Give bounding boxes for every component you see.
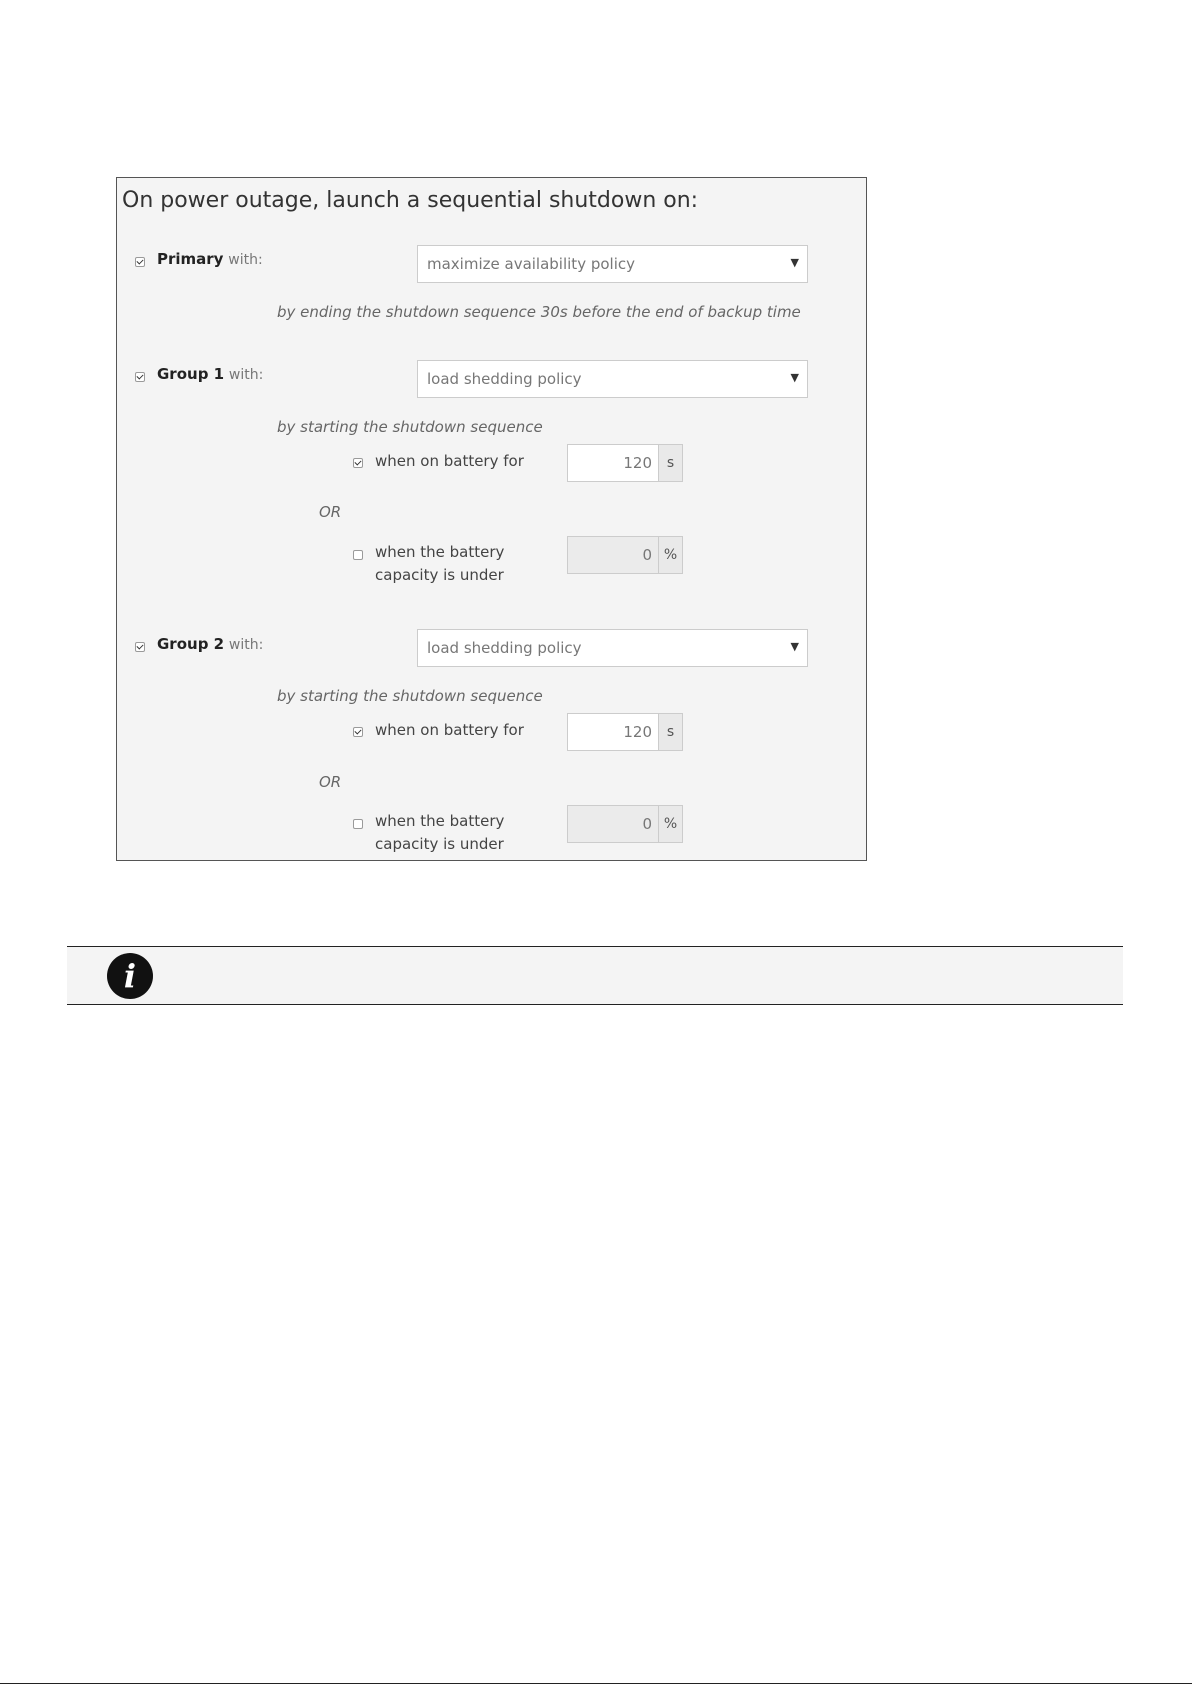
group1-battery-capacity-label bbox=[375, 541, 504, 587]
chevron-down-icon: ▼ bbox=[790, 371, 799, 384]
group1-battery-capacity-input[interactable] bbox=[567, 536, 659, 574]
group2-battery-capacity-value: 0 bbox=[642, 815, 652, 833]
group2-battery-capacity-label-line1: when the battery bbox=[375, 812, 505, 830]
group2-policy-select[interactable] bbox=[417, 629, 808, 667]
shutdown-settings-panel bbox=[116, 177, 867, 861]
group1-with: with: bbox=[228, 367, 264, 383]
group1-name: Group 1 bbox=[157, 365, 225, 383]
group1-battery-time-checkbox[interactable] bbox=[353, 458, 363, 468]
group2-battery-time-label: when on battery for bbox=[375, 721, 524, 739]
group1-battery-time-input[interactable] bbox=[567, 444, 659, 482]
group1-label bbox=[157, 365, 263, 383]
info-note-bar bbox=[67, 946, 1123, 1005]
group1-battery-capacity-unit: % bbox=[659, 536, 683, 574]
primary-policy-select[interactable] bbox=[417, 245, 808, 283]
group2-battery-capacity-label-line2: capacity is under bbox=[375, 835, 504, 853]
group2-label bbox=[157, 635, 263, 653]
chevron-down-icon: ▼ bbox=[790, 640, 799, 653]
group2-battery-time-value: 120 bbox=[623, 723, 652, 741]
group1-battery-time-value: 120 bbox=[623, 454, 652, 472]
group1-or-label: OR bbox=[319, 503, 342, 521]
group1-note: by starting the shutdown sequence bbox=[277, 418, 543, 436]
group2-battery-capacity-input[interactable] bbox=[567, 805, 659, 843]
group1-battery-capacity-label-line2: capacity is under bbox=[375, 566, 504, 584]
page-footer-rule bbox=[0, 1683, 1192, 1684]
group1-battery-time-unit: s bbox=[659, 444, 683, 482]
group2-battery-time-checkbox[interactable] bbox=[353, 727, 363, 737]
group2-with: with: bbox=[228, 637, 264, 653]
group1-checkbox[interactable] bbox=[135, 372, 145, 382]
group2-checkbox[interactable] bbox=[135, 642, 145, 652]
group2-policy-value: load shedding policy bbox=[427, 639, 582, 657]
group2-battery-capacity-checkbox[interactable] bbox=[353, 819, 363, 829]
panel-title: On power outage, launch a sequential shutdown on: bbox=[122, 188, 699, 213]
group2-battery-time-input[interactable] bbox=[567, 713, 659, 751]
primary-checkbox[interactable] bbox=[135, 257, 145, 267]
primary-note: by ending the shutdown sequence 30s before the end of backup time bbox=[277, 303, 801, 321]
primary-with: with: bbox=[228, 252, 263, 268]
group1-policy-select[interactable] bbox=[417, 360, 808, 398]
group1-battery-time-label: when on battery for bbox=[375, 452, 524, 470]
info-icon: i bbox=[107, 953, 153, 999]
group1-battery-capacity-label-line1: when the battery bbox=[375, 543, 505, 561]
group2-battery-time-unit: s bbox=[659, 713, 683, 751]
primary-label bbox=[157, 250, 263, 268]
chevron-down-icon: ▼ bbox=[790, 256, 799, 269]
group2-or-label: OR bbox=[319, 773, 342, 791]
group1-battery-capacity-checkbox[interactable] bbox=[353, 550, 363, 560]
group2-note: by starting the shutdown sequence bbox=[277, 687, 543, 705]
primary-policy-value: maximize availability policy bbox=[427, 255, 635, 273]
group2-battery-capacity-unit: % bbox=[659, 805, 683, 843]
group2-battery-capacity-label bbox=[375, 810, 504, 856]
group1-policy-value: load shedding policy bbox=[427, 370, 582, 388]
primary-name: Primary bbox=[157, 250, 224, 268]
group1-battery-capacity-value: 0 bbox=[642, 546, 652, 564]
group2-name: Group 2 bbox=[157, 635, 225, 653]
